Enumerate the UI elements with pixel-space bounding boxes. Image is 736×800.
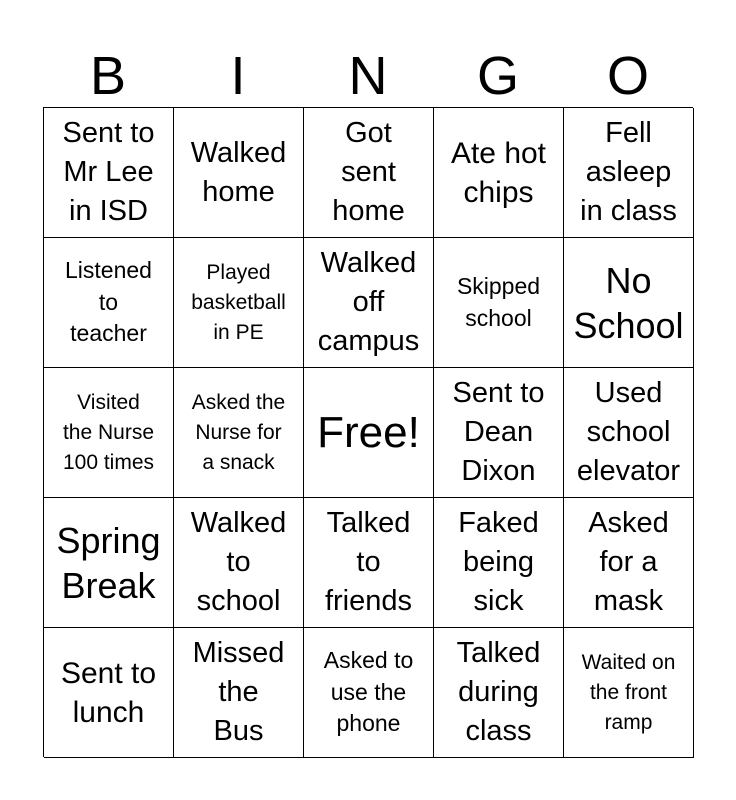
bingo-cell-g4[interactable]: Faked being sick [434, 498, 564, 628]
bingo-cell-n4[interactable]: Talked to friends [304, 498, 434, 628]
bingo-cell-o3[interactable]: Used school elevator [564, 368, 694, 498]
bingo-cell-i1[interactable]: Walked home [174, 108, 304, 238]
bingo-cell-i4[interactable]: Walked to school [174, 498, 304, 628]
bingo-cell-i2[interactable]: Played basketball in PE [174, 238, 304, 368]
bingo-cell-n1[interactable]: Got sent home [304, 108, 434, 238]
bingo-cell-g3[interactable]: Sent to Dean Dixon [434, 368, 564, 498]
bingo-cell-i5[interactable]: Missed the Bus [174, 628, 304, 758]
bingo-cell-b4[interactable]: Spring Break [44, 498, 174, 628]
header-letter-g: G [476, 46, 519, 106]
bingo-cell-i3[interactable]: Asked the Nurse for a snack [174, 368, 304, 498]
header-letter-b: B [89, 46, 127, 106]
bingo-board [43, 107, 693, 757]
bingo-cell-g2[interactable]: Skipped school [434, 238, 564, 368]
bingo-cell-o1[interactable]: Fell asleep in class [564, 108, 694, 238]
header-letter-n: N [348, 46, 388, 106]
bingo-cell-b1[interactable]: Sent to Mr Lee in ISD [44, 108, 174, 238]
bingo-cell-o2[interactable]: No School [564, 238, 694, 368]
bingo-cell-b2[interactable]: Listened to teacher [44, 238, 174, 368]
bingo-cell-o5[interactable]: Waited on the front ramp [564, 628, 694, 758]
header-letter-o: O [606, 46, 649, 106]
bingo-header [43, 46, 693, 106]
bingo-cell-g1[interactable]: Ate hot chips [434, 108, 564, 238]
bingo-cell-g5[interactable]: Talked during class [434, 628, 564, 758]
bingo-cell-o4[interactable]: Asked for a mask [564, 498, 694, 628]
bingo-cell-n2[interactable]: Walked off campus [304, 238, 434, 368]
bingo-cell-n5[interactable]: Asked to use the phone [304, 628, 434, 758]
bingo-cell-b3[interactable]: Visited the Nurse 100 times [44, 368, 174, 498]
bingo-cell-free[interactable]: Free! [304, 368, 434, 498]
bingo-cell-b5[interactable]: Sent to lunch [44, 628, 174, 758]
header-letter-i: I [230, 46, 246, 106]
